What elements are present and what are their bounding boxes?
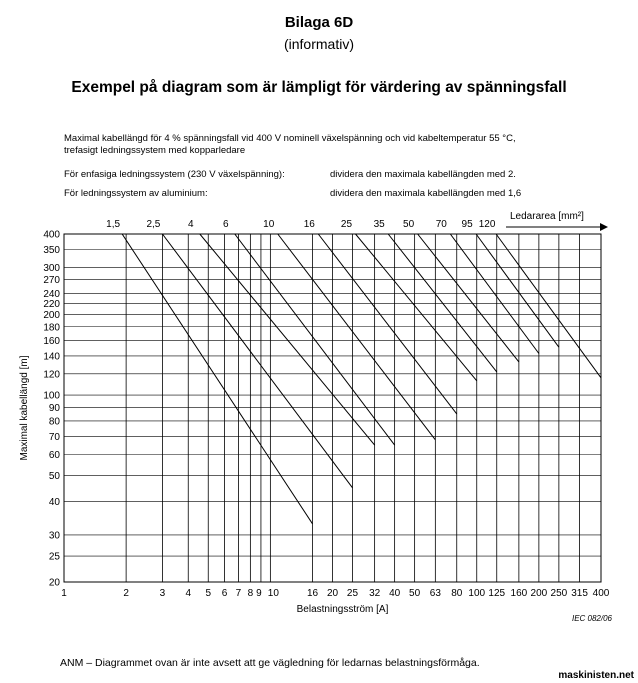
area-tick-label: 6 [222,219,229,230]
x-tick-label: 80 [451,588,463,599]
area-tick-label: 120 [478,219,496,230]
y-tick-label: 240 [43,288,60,300]
y-tick-label: 80 [48,416,60,428]
y-tick-label: 160 [43,335,60,347]
x-tick-label: 9 [256,588,262,599]
series-line-95 [476,234,559,347]
x-tick-label: 315 [571,588,588,599]
x-tick-label: 20 [326,588,339,599]
x-tick-label: 25 [346,588,359,599]
x-tick-label: 2 [123,588,129,599]
x-tick-label: 200 [530,588,548,599]
description-line-1: Maximal kabellängd för 4 % spänningsfall vid 400 V nominell växelspänning och vid kabeltemperatur 55 °C, [64,133,516,144]
y-tick-label: 20 [48,577,60,589]
x-axis-title: Belastningsström [A] [296,604,389,615]
page-title: Exempel på diagram som är lämpligt för värdering av spänningsfall [71,79,567,96]
annex-subtitle: (informativ) [283,36,354,52]
single-phase-value: dividera den maximala kabellängden med 2. [330,169,516,180]
x-tick-label: 63 [429,588,441,599]
watermark: maskinisten.net [558,670,634,681]
series-line-4 [200,234,375,445]
aluminium-label: För ledningssystem av aluminium: [64,188,208,199]
series-line-16 [318,234,456,414]
aluminium-value: dividera den maximala kabellängden med 1,6 [330,188,522,199]
y-tick-label: 100 [43,390,60,402]
area-tick-label: 25 [340,219,353,230]
note: ANM – Diagrammet ovan är inte avsett att ge vägledning för ledarnas belastningsförmåga. [60,657,480,669]
description-line-2: trefasigt ledningssystem med kopparledare [64,145,246,156]
y-tick-label: 30 [48,530,60,542]
series-line-10 [278,234,436,440]
y-axis-title: Maximal kabellängd [m] [19,355,30,461]
x-tick-label: 6 [221,588,228,599]
y-tick-label: 60 [48,449,60,461]
x-tick-label: 16 [306,588,319,599]
y-tick-label: 300 [43,262,60,274]
area-tick-label: 35 [373,219,385,230]
x-tick-label: 3 [159,588,166,599]
y-tick-label: 180 [43,322,60,334]
x-tick-label: 4 [185,588,192,599]
x-tick-label: 40 [389,588,401,599]
series-line-50 [418,234,519,362]
source-tag: IEC 082/06 [571,614,612,623]
y-tick-label: 40 [48,496,60,508]
x-tick-label: 50 [409,588,421,599]
area-tick-label: 16 [303,219,315,230]
x-tick-label: 7 [235,588,242,599]
annex-title: Bilaga 6D [284,14,354,31]
y-tick-label: 70 [48,431,60,443]
area-tick-label: 1,5 [106,219,121,230]
area-tick-label: 95 [461,219,473,230]
x-tick-label: 32 [369,588,381,599]
y-tick-label: 50 [48,471,60,483]
series-line-1-5 [122,234,312,524]
y-tick-label: 120 [43,369,60,381]
x-tick-label: 5 [205,588,212,599]
area-tick-label: 2,5 [146,219,161,230]
area-tick-label: 4 [188,219,194,230]
y-tick-label: 270 [43,275,60,287]
x-tick-label: 160 [510,588,528,599]
series-line-2-5 [162,234,352,488]
y-tick-label: 90 [48,402,60,414]
y-tick-label: 400 [43,229,60,241]
x-tick-label: 8 [247,588,254,599]
x-tick-label: 100 [468,588,486,599]
y-tick-label: 140 [43,351,60,363]
y-tick-label: 220 [43,298,60,310]
x-tick-label: 125 [488,588,506,599]
single-phase-label: För enfasiga ledningssystem (230 V växelspänning): [64,169,285,180]
series-line-35 [388,234,497,372]
x-tick-label: 400 [592,588,610,599]
y-tick-label: 25 [48,551,60,563]
series-line-70 [450,234,539,353]
area-tick-label: 70 [435,219,447,230]
area-tick-label: 10 [263,219,275,230]
x-tick-label: 10 [267,588,279,599]
y-tick-label: 350 [43,245,60,257]
x-tick-label: 1 [61,588,67,599]
area-axis-title: Ledararea [mm²] [510,211,584,222]
series-line-6 [235,234,395,445]
area-tick-label: 50 [403,219,415,230]
area-axis-arrow-head [600,223,608,231]
y-tick-label: 200 [43,310,60,322]
x-tick-label: 250 [550,588,568,599]
